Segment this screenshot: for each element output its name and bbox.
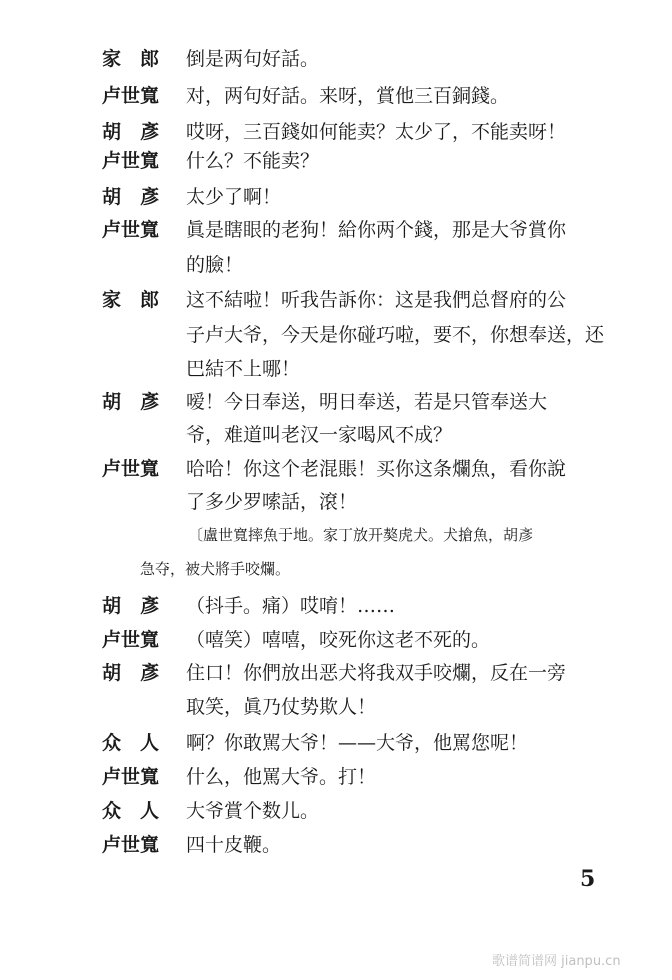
- speaker-name: 胡 彥: [102, 662, 160, 684]
- dialogue-text: 倒是两句好話。: [186, 48, 320, 70]
- dialogue-continuation: 巴結不上哪！: [186, 358, 301, 380]
- dialogue-text: 对，两句好話。来呀，賞他三百銅錢。: [186, 85, 510, 107]
- dialogue-text: 什么？不能卖？: [186, 150, 320, 172]
- watermark-text: 歌谱简谱网 jianpu.cn: [492, 954, 621, 969]
- dialogue-text: 哈哈！你这个老混賬！买你这条爛魚，看你說: [186, 458, 567, 480]
- dialogue-continuation: 了多少罗嗦話，滾！: [186, 491, 358, 513]
- dialogue-text: （抖手。痛）哎唷！……: [186, 595, 396, 617]
- dialogue-text: 太少了啊！: [186, 186, 282, 208]
- speaker-name: 胡 彥: [102, 186, 160, 208]
- dialogue-text: 大爷賞个数儿。: [186, 800, 320, 822]
- speaker-name: 卢世寬: [102, 766, 160, 788]
- speaker-name: 卢世寬: [102, 458, 160, 480]
- stage-direction: 〔盧世寬摔魚于地。家丁放开獒虎犬。犬搶魚，胡彥: [188, 526, 534, 544]
- dialogue-continuation: 的臉！: [186, 254, 244, 276]
- speaker-name: 家 郎: [102, 289, 160, 311]
- dialogue-text: 嗳！今日奉送，明日奉送，若是只管奉送大: [186, 391, 548, 413]
- speaker-name: 胡 彥: [102, 595, 160, 617]
- stage-direction: 急夺，被犬將手咬爛。: [140, 560, 291, 578]
- dialogue-text: （嘻笑）嘻嘻，咬死你这老不死的。: [186, 629, 491, 651]
- speaker-name: 胡 彥: [102, 391, 160, 413]
- speaker-name: 胡 彥: [102, 121, 160, 143]
- speaker-name: 众 人: [102, 732, 160, 754]
- speaker-name: 众 人: [102, 800, 160, 822]
- speaker-name: 卢世寬: [102, 85, 160, 107]
- dialogue-text: 四十皮鞭。: [186, 834, 282, 856]
- dialogue-text: 哎呀，三百錢如何能卖？太少了，不能卖呀！: [186, 121, 567, 143]
- dialogue-text: 眞是瞎眼的老狗！給你两个錢，那是大爷賞你: [186, 219, 567, 241]
- speaker-name: 卢世寬: [102, 834, 160, 856]
- speaker-name: 卢世寬: [102, 629, 160, 651]
- dialogue-text: 什么，他罵大爷。打！: [186, 766, 377, 788]
- dialogue-continuation: 取笑，眞乃仗势欺人！: [186, 696, 377, 718]
- page-number: 5: [580, 866, 596, 892]
- speaker-name: 家 郎: [102, 48, 160, 70]
- speaker-name: 卢世寬: [102, 150, 160, 172]
- dialogue-continuation: 爷，难道叫老汉一家喝风不成？: [186, 424, 453, 446]
- speaker-name: 卢世寬: [102, 219, 160, 241]
- dialogue-text: 啊？你敢駡大爷！——大爷，他罵您呢！: [186, 732, 529, 754]
- dialogue-text: 住口！你們放出恶犬将我双手咬爛，反在一旁: [186, 662, 567, 684]
- dialogue-text: 这不結啦！听我告訴你：这是我們总督府的公: [186, 289, 567, 311]
- dialogue-continuation: 子卢大爷，今天是你碰巧啦，要不，你想奉送，还: [186, 324, 605, 346]
